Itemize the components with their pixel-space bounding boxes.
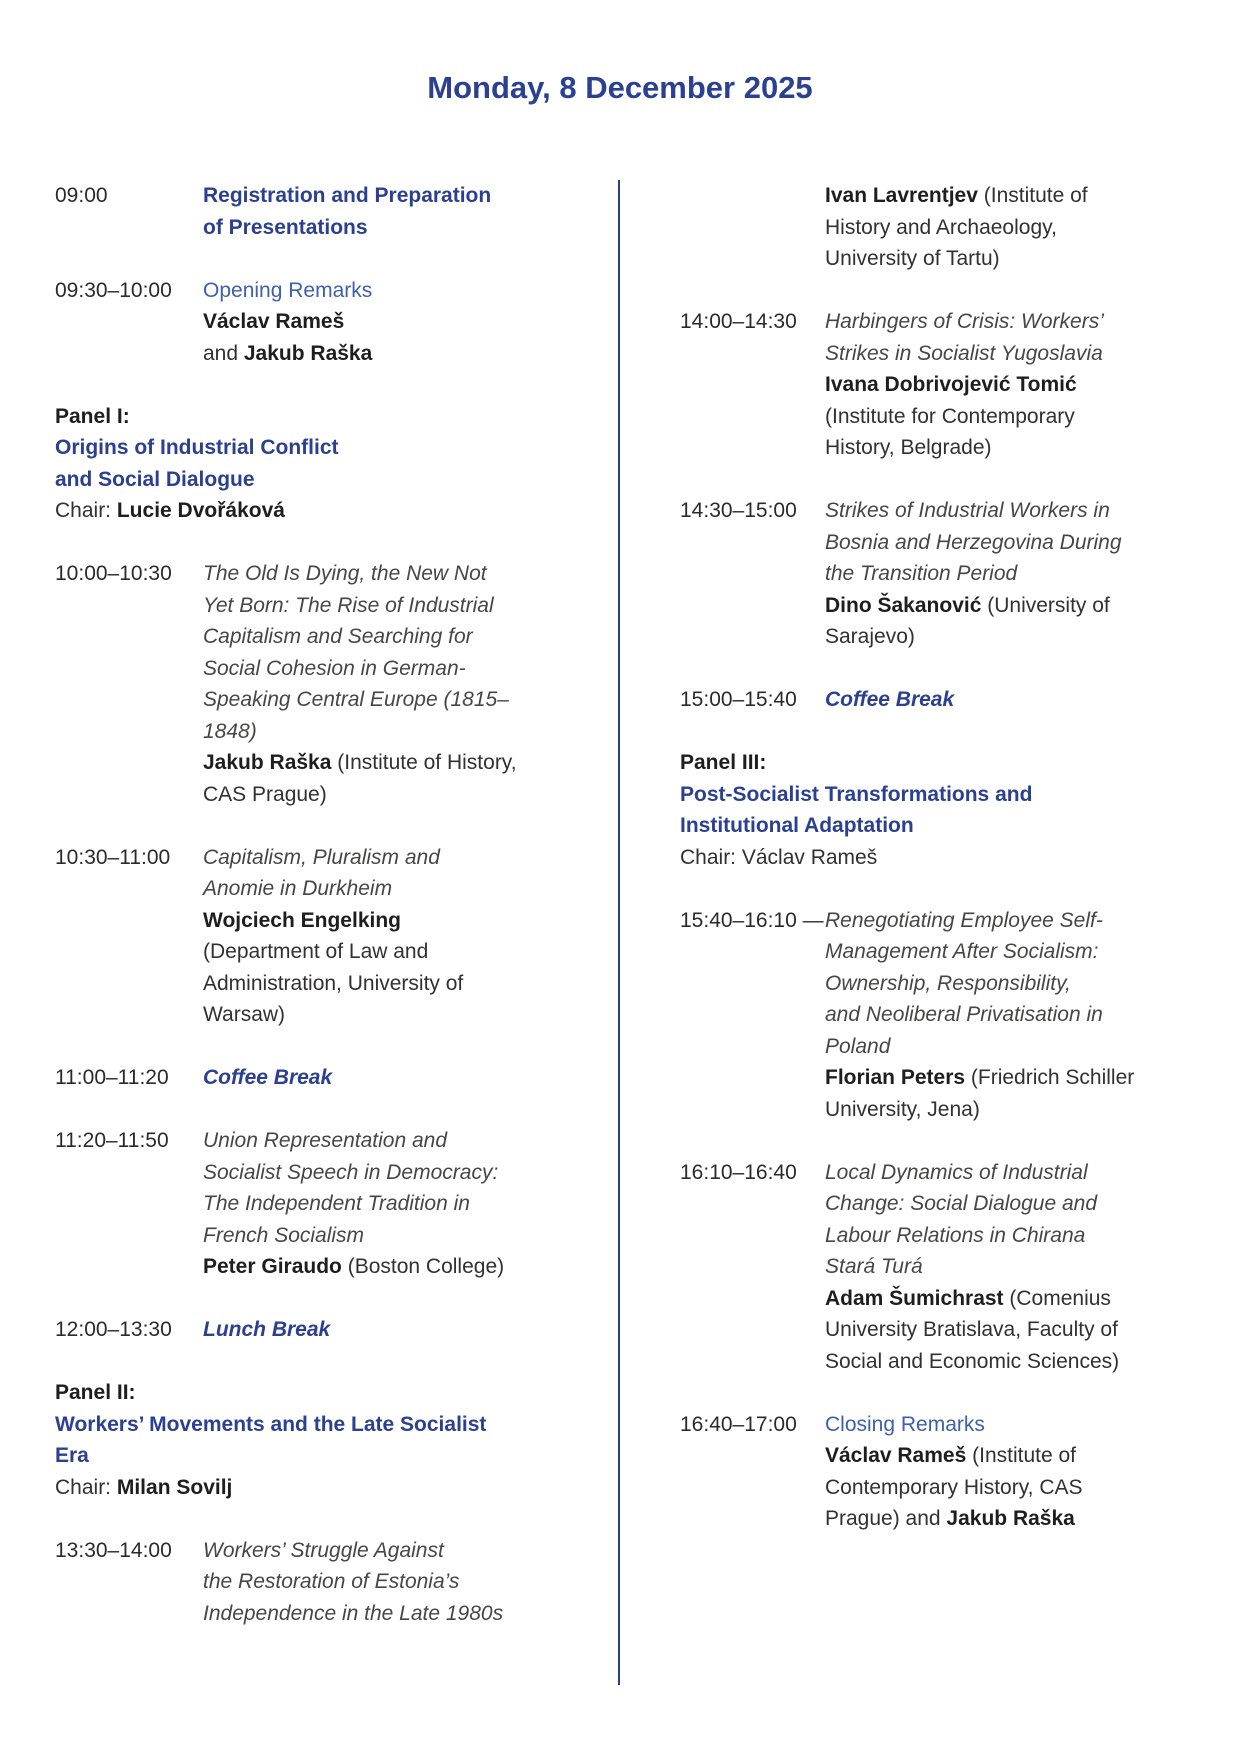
speaker-line — [55, 1472, 615, 1504]
session-title-line — [55, 432, 615, 464]
schedule-entry — [55, 558, 615, 810]
text-segment: The Independent Tradition in — [203, 1192, 470, 1215]
speaker-line — [825, 243, 1240, 275]
speaker-line — [825, 621, 1240, 653]
person-name: Lunch Break — [203, 1318, 331, 1341]
speaker-line — [825, 1314, 1240, 1346]
person-name: Dino Šakanović — [825, 593, 982, 617]
text-segment: Stará Turá — [825, 1255, 923, 1278]
text-segment: Capitalism and Searching for — [203, 625, 473, 648]
talk-title-line — [825, 999, 1240, 1031]
speaker-line — [825, 401, 1240, 433]
talk-title-line — [825, 968, 1240, 1000]
talk-title-line — [203, 716, 615, 748]
text-segment: (Friedrich Schiller — [965, 1066, 1135, 1089]
talk-title-line — [203, 1566, 615, 1598]
text-segment: Social and Economic Sciences) — [825, 1349, 1120, 1373]
text-segment: Anomie in Durkheim — [203, 877, 393, 900]
speaker-line — [825, 1094, 1240, 1126]
talk-title-line — [203, 1220, 615, 1252]
text-segment: Sarajevo) — [825, 625, 915, 648]
text-segment: Poland — [825, 1034, 891, 1058]
text-segment: Bosnia and Herzegovina During — [825, 530, 1122, 554]
session-content — [203, 558, 615, 810]
text-segment: (Institute of — [977, 184, 1088, 207]
break-label — [203, 1314, 615, 1346]
person-name: Registration and Preparation — [203, 184, 492, 207]
text-segment: Yet Born: The Rise of Industrial — [203, 593, 494, 617]
session-time: 16:40–17:00 — [680, 1412, 797, 1436]
text-segment: Renegotiating Employee Self- — [825, 908, 1103, 932]
talk-title-line — [203, 558, 615, 590]
speaker-line — [825, 590, 1240, 622]
person-name: Wojciech Engelking — [203, 908, 401, 932]
session-time: 09:30–10:00 — [55, 278, 172, 302]
text-segment: Local Dynamics of Industrial — [825, 1160, 1088, 1184]
person-name: Jakub Raška — [203, 751, 332, 774]
session-content — [825, 905, 1240, 1126]
text-segment: History and Archaeology, — [825, 215, 1057, 239]
speaker-line — [825, 1346, 1240, 1378]
person-name: of Presentations — [203, 215, 368, 239]
panel-label — [55, 1377, 615, 1409]
talk-title-line — [825, 936, 1240, 968]
speaker-line — [55, 495, 615, 527]
speaker-line — [680, 842, 1240, 874]
break-label — [825, 684, 1240, 716]
talk-title-line — [825, 1157, 1240, 1189]
break-label — [203, 1062, 615, 1094]
person-name: Institutional Adaptation — [680, 814, 914, 837]
text-segment: Opening Remarks — [203, 278, 373, 302]
text-segment: University, Jena) — [825, 1097, 980, 1121]
text-segment: Prague) and — [825, 1507, 947, 1530]
talk-title-line — [825, 1031, 1240, 1063]
person-name: Ivan Lavrentjev — [825, 184, 978, 207]
talk-title-line — [825, 558, 1240, 590]
panel-label — [680, 747, 1240, 779]
session-title-line — [680, 779, 1240, 811]
session-time: 09:00 — [55, 184, 108, 207]
speaker-line — [203, 306, 615, 338]
session-time: 11:20–11:50 — [55, 1129, 169, 1152]
person-name: Václav Rameš — [825, 1444, 967, 1467]
schedule-entry — [55, 1535, 615, 1630]
session-content — [203, 1314, 615, 1346]
session-time: 16:10–16:40 — [680, 1160, 797, 1184]
person-name: Lucie Dvořáková — [116, 499, 285, 522]
text-segment: University Bratislava, Faculty of — [825, 1318, 1118, 1341]
session-title-line — [55, 464, 615, 496]
session-content — [825, 1409, 1240, 1535]
person-name: Adam Šumichrast — [825, 1286, 1004, 1310]
text-segment: Strikes in Socialist Yugoslavia — [825, 341, 1103, 365]
program-column-left — [55, 180, 615, 1661]
talk-title-line — [203, 621, 615, 653]
person-name: Jakub Raška — [946, 1507, 1075, 1530]
panel-header — [55, 1377, 615, 1503]
session-content — [203, 1125, 615, 1283]
person-name: Panel II: — [55, 1381, 136, 1404]
text-segment: and Neoliberal Privatisation in — [825, 1003, 1103, 1026]
schedule-entry — [680, 1157, 1240, 1378]
text-segment: Workers’ Struggle Against — [203, 1538, 444, 1562]
talk-title-line — [203, 590, 615, 622]
text-segment: Contemporary History, CAS — [825, 1475, 1083, 1499]
text-segment: University of Tartu) — [825, 247, 1000, 270]
person-name: Ivana Dobrivojević Tomić — [825, 373, 1077, 396]
text-segment: Chair: — [55, 1475, 117, 1499]
person-name: Coffee Break — [825, 688, 955, 711]
speaker-line — [825, 432, 1240, 464]
speaker-line — [203, 999, 615, 1031]
text-segment: (Institute for Contemporary — [825, 404, 1075, 428]
text-segment: (Department of Law and — [203, 940, 429, 963]
session-content — [825, 306, 1240, 464]
session-content — [825, 180, 1240, 275]
text-segment: Social Cohesion in German- — [203, 656, 466, 680]
program-column-right — [680, 180, 1240, 1566]
text-segment: (Comenius — [1003, 1286, 1111, 1310]
schedule-entry — [680, 495, 1240, 653]
person-name: Milan Sovilj — [116, 1475, 233, 1499]
speaker-line — [825, 212, 1240, 244]
speaker-line — [825, 1062, 1240, 1094]
session-time: 10:00–10:30 — [55, 562, 172, 585]
person-name: Panel III: — [680, 751, 767, 774]
person-name: Václav Rameš — [203, 310, 345, 333]
person-name: Origins of Industrial Conflict — [55, 436, 339, 459]
session-content — [203, 1062, 615, 1094]
panel-label — [55, 401, 615, 433]
text-segment: (University of — [981, 593, 1110, 617]
session-time: 14:00–14:30 — [680, 310, 797, 333]
session-title-line — [203, 212, 615, 244]
schedule-entry — [680, 180, 1240, 275]
text-segment: and — [203, 341, 244, 365]
text-segment: History, Belgrade) — [825, 436, 992, 459]
talk-title-line — [203, 842, 615, 874]
session-content — [825, 495, 1240, 653]
schedule-entry — [55, 1125, 615, 1283]
talk-title-line — [825, 905, 1240, 937]
text-segment: Management After Socialism: — [825, 940, 1099, 963]
text-segment: Independence in the Late 1980s — [203, 1601, 504, 1625]
session-content — [825, 1157, 1240, 1378]
text-segment: Chair: — [55, 499, 117, 522]
session-title-line — [55, 1409, 615, 1441]
person-name: Coffee Break — [203, 1066, 333, 1089]
talk-title-line — [203, 1188, 615, 1220]
speaker-line — [825, 1503, 1240, 1535]
text-segment: Chair: Václav Rameš — [680, 845, 878, 869]
talk-title-line — [203, 1598, 615, 1630]
schedule-entry — [55, 275, 615, 370]
person-name: Era — [55, 1444, 89, 1467]
text-segment: Administration, University of — [203, 971, 464, 995]
date-title: Monday, 8 December 2025 — [427, 70, 813, 105]
talk-title-line — [203, 1535, 615, 1567]
schedule-entry — [55, 1062, 615, 1094]
text-segment: Union Representation and — [203, 1129, 448, 1152]
session-time: 12:00–13:30 — [55, 1318, 172, 1341]
text-segment: Labour Relations in Chirana — [825, 1223, 1086, 1247]
session-label-line — [203, 275, 615, 307]
session-label-line — [825, 1409, 1240, 1441]
talk-title-line — [825, 495, 1240, 527]
session-time: 15:40–16:10 — — [680, 908, 824, 932]
panel-header — [55, 401, 615, 527]
text-segment: Capitalism, Pluralism and — [203, 845, 440, 869]
text-segment: Strikes of Industrial Workers in — [825, 499, 1110, 522]
person-name: Peter Giraudo — [203, 1255, 342, 1278]
talk-title-line — [825, 338, 1240, 370]
session-time: 15:00–15:40 — [680, 688, 797, 711]
speaker-line — [203, 905, 615, 937]
talk-title-line — [825, 306, 1240, 338]
text-segment: the Restoration of Estonia’s — [203, 1570, 460, 1593]
text-segment: (Institute of — [966, 1444, 1076, 1467]
session-time: 14:30–15:00 — [680, 499, 797, 522]
talk-title-line — [203, 684, 615, 716]
person-name: Jakub Raška — [243, 341, 373, 365]
person-name: Workers’ Movements and the Late Socialist — [55, 1412, 487, 1436]
speaker-line — [203, 779, 615, 811]
speaker-line — [825, 180, 1240, 212]
talk-title-line — [203, 1157, 615, 1189]
talk-title-line — [825, 527, 1240, 559]
session-content — [203, 1535, 615, 1630]
session-content — [825, 684, 1240, 716]
schedule-entry — [680, 684, 1240, 716]
text-segment: 1848) — [203, 719, 257, 743]
schedule-entry — [55, 1314, 615, 1346]
column-divider — [618, 180, 620, 1685]
text-segment: CAS Prague) — [203, 782, 327, 806]
person-name: Panel I: — [55, 404, 130, 428]
session-content — [203, 180, 615, 243]
text-segment: Change: Social Dialogue and — [825, 1192, 1098, 1215]
text-segment: The Old Is Dying, the New Not — [203, 562, 487, 585]
text-segment: Socialist Speech in Democracy: — [203, 1160, 499, 1184]
talk-title-line — [825, 1251, 1240, 1283]
text-segment: (Institute of History, — [331, 751, 517, 774]
schedule-entry — [55, 180, 615, 243]
talk-title-line — [203, 873, 615, 905]
schedule-entry — [680, 905, 1240, 1126]
talk-title-line — [825, 1220, 1240, 1252]
session-title-line — [680, 810, 1240, 842]
talk-title-line — [203, 1125, 615, 1157]
text-segment: Closing Remarks — [825, 1412, 985, 1436]
schedule-entry — [680, 1409, 1240, 1535]
speaker-line — [825, 1440, 1240, 1472]
speaker-line — [203, 936, 615, 968]
panel-header — [680, 747, 1240, 873]
text-segment: French Socialism — [203, 1223, 365, 1247]
schedule-entry — [680, 306, 1240, 464]
person-name: and Social Dialogue — [55, 467, 255, 491]
session-title-line — [203, 180, 615, 212]
person-name: Florian Peters — [825, 1066, 966, 1089]
person-name: Post-Socialist Transformations and — [680, 782, 1033, 806]
speaker-line — [203, 338, 615, 370]
text-segment: Speaking Central Europe (1815– — [203, 688, 509, 711]
speaker-line — [203, 968, 615, 1000]
talk-title-line — [203, 653, 615, 685]
session-time: 11:00–11:20 — [55, 1066, 169, 1089]
text-segment: (Boston College) — [341, 1255, 505, 1278]
session-content — [203, 842, 615, 1031]
speaker-line — [203, 1251, 615, 1283]
text-segment: Harbingers of Crisis: Workers’ — [825, 310, 1104, 333]
schedule-entry — [55, 842, 615, 1031]
text-segment: Warsaw) — [203, 1003, 286, 1026]
speaker-line — [825, 1472, 1240, 1504]
speaker-line — [825, 1283, 1240, 1315]
session-content — [203, 275, 615, 370]
session-title-line — [55, 1440, 615, 1472]
speaker-line — [825, 369, 1240, 401]
text-segment: the Transition Period — [825, 562, 1018, 585]
talk-title-line — [825, 1188, 1240, 1220]
session-time: 10:30–11:00 — [55, 845, 171, 869]
session-time: 13:30–14:00 — [55, 1538, 172, 1562]
text-segment: Ownership, Responsibility, — [825, 971, 1071, 995]
speaker-line — [203, 747, 615, 779]
